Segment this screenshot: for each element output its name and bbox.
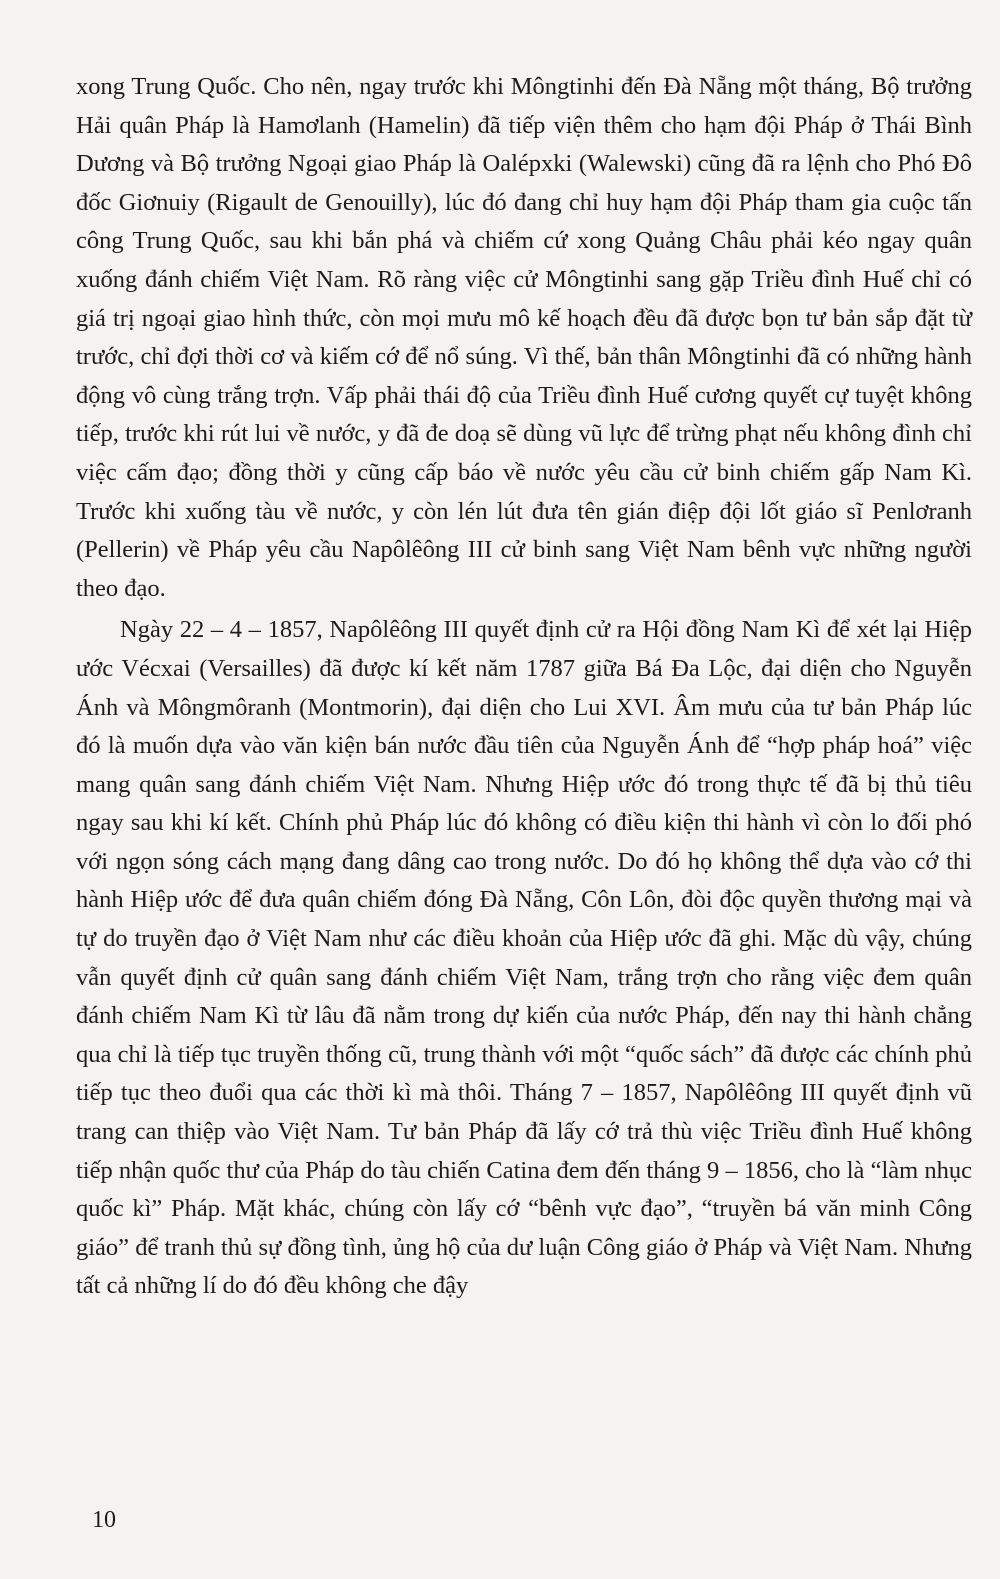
paragraph-1: xong Trung Quốc. Cho nên, ngay trước khi Môngtinhi đến Đà Nẵng một tháng, Bộ trưởng Hải quân Pháp là Hamơlanh (Hamelin) đã tiếp viện thêm cho hạm đội Pháp ở Thái Bình Dương và Bộ trưởng Ngoại giao Pháp là Oalépxki (Walewski) cũng đã ra lệnh cho Phó Đô đốc Giơnuiy (Rigault de Genouilly), lúc đó đang chỉ huy hạm đội Pháp tham gia cuộc tấn công Trung Quốc, sau khi bắn phá và chiếm cứ xong Quảng Châu phải kéo ngay quân xuống đánh chiếm Việt Nam. Rõ ràng việc cử Môngtinhi sang gặp Triều đình Huế chỉ có giá trị ngoại giao hình thức, còn mọi mưu mô kế hoạch đều đã được bọn tư bản sắp đặt từ trước, chỉ đợi thời cơ và kiếm cớ để nổ súng. Vì thế, bản thân Môngtinhi đã có những hành động vô cùng trắng trợn. Vấp phải thái độ của Triều đình Huế cương quyết cự tuyệt không tiếp, trước khi rút lui về nước, y đã đe doạ sẽ dùng vũ lực để trừng phạt nếu không đình chỉ việc cấm đạo; đồng thời y cũng cấp báo về nước yêu cầu cử binh chiếm gấp Nam Kì. Trước khi xuống tàu về nước, y còn lén lút đưa tên gián điệp đội lốt giáo sĩ Penlơranh (Pellerin) về Pháp yêu cầu Napôlêông III cử binh sang Việt Nam bênh vực những người theo đạo. xyxy=(76,73,972,602)
page-number: 10 xyxy=(92,1507,116,1533)
body-text xyxy=(76,68,972,1306)
paragraph-2: Ngày 22 – 4 – 1857, Napôlêông III quyết định cử ra Hội đồng Nam Kì để xét lại Hiệp ước Vécxai (Versailles) đã được kí kết năm 1787 giữa Bá Đa Lộc, đại diện cho Nguyễn Ánh và Môngmôranh (Montmorin), đại diện cho Lui XVI. Âm mưu của tư bản Pháp lúc đó là muốn dựa vào văn kiện bán nước đầu tiên của Nguyễn Ánh để “hợp pháp hoá” việc mang quân sang đánh chiếm Việt Nam. Nhưng Hiệp ước đó trong thực tế đã bị thủ tiêu ngay sau khi kí kết. Chính phủ Pháp lúc đó không có điều kiện thi hành vì còn lo đối phó với ngọn sóng cách mạng đang dâng cao trong nước. Do đó họ không thể dựa vào cớ thi hành Hiệp ước để đưa quân chiếm đóng Đà Nẵng, Côn Lôn, đòi độc quyền thương mại và tự do truyền đạo ở Việt Nam như các điều khoản của Hiệp ước đã ghi. Mặc dù vậy, chúng vẫn quyết định cử quân sang đánh chiếm Việt Nam, trắng trợn cho rằng việc đem quân đánh chiếm Nam Kì từ lâu đã nằm trong dự kiến của nước Pháp, đến nay thi hành chẳng qua chỉ là tiếp tục truyền thống cũ, trung thành với một “quốc sách” đã được các chính phủ tiếp tục theo đuổi qua các thời kì mà thôi. Tháng 7 – 1857, Napôlêông III quyết định vũ trang can thiệp vào Việt Nam. Tư bản Pháp đã lấy cớ trả thù việc Triều đình Huế không tiếp nhận quốc thư của Pháp do tàu chiến Catina đem đến tháng 9 – 1856, cho là “làm nhục quốc kì” Pháp. Mặt khác, chúng còn lấy cớ “bênh vực đạo”, “truyền bá văn minh Công giáo” để tranh thủ sự đồng tình, ủng hộ của dư luận Công giáo ở Pháp và Việt Nam. Nhưng tất cả những lí do đó đều không che đậy xyxy=(76,616,972,1300)
